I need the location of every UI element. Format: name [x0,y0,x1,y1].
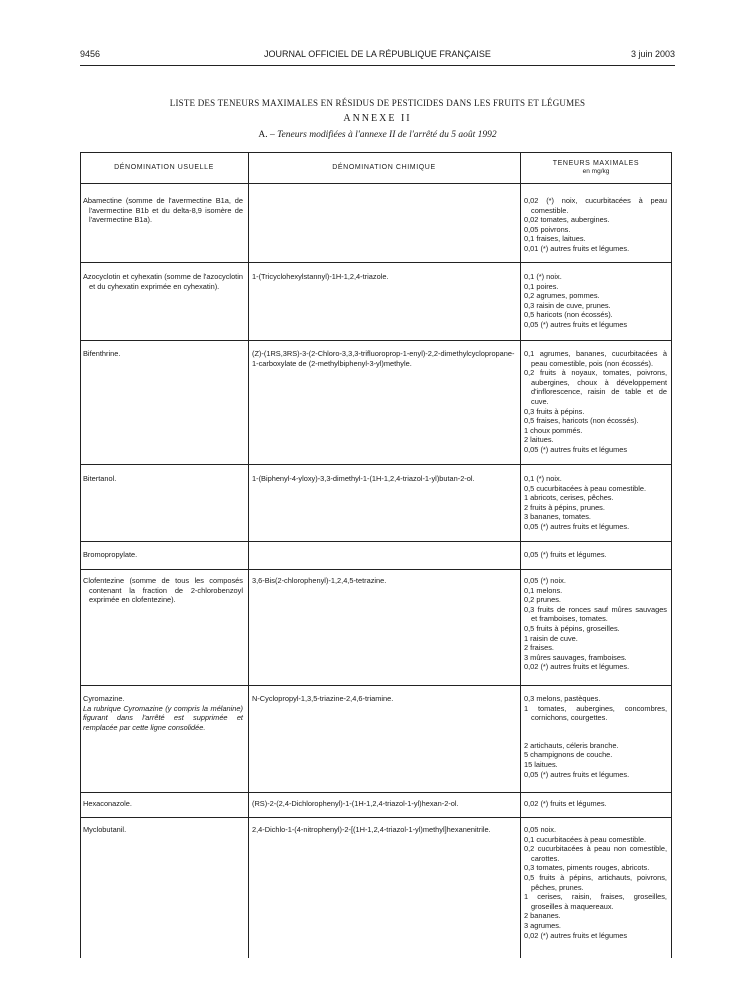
limit-item: 0,05 (*) autres fruits et légumes. [524,769,630,779]
table-row-chemical: N-Cyclopropyl-1,3,5-triazine-2,4,6-triamine. [252,694,394,703]
issue-date: 3 juin 2003 [630,49,675,59]
substance-name: Bifenthrine. [83,349,121,358]
table-row-name [83,349,243,359]
section-title: Teneurs modifiées à l'annexe II de l'arrêté du 5 août 1992 [277,130,497,140]
limit-item: 5 champignons de couche. [524,750,613,760]
limit-item: 0,2 cucurbitacées à peau non comestible, carottes. [524,844,667,863]
limit-gap [524,723,667,732]
table-row-limits [524,576,667,672]
limit-item: 2 bananes. [524,911,561,921]
substance-name: Bromopropylate. [83,550,138,559]
table-row-name [83,474,243,484]
limit-item: 0,02 (*) noix, cucurbitacées à peau comestible. [524,196,667,215]
substance-name: Azocyclotin et cyhexatin (somme de l'azocyclotin et du cyhexatin exprimée en cyhexatin). [83,272,243,291]
limit-item: 2 fruits à pépins, prunes. [524,502,605,512]
table-row-name [83,825,243,835]
document-title: LISTE DES TENEURS MAXIMALES EN RÉSIDUS DE PESTICIDES DANS LES FRUITS ET LÉGUMES [169,98,586,108]
table-row-limits [524,550,667,560]
column-divider [248,152,249,958]
table-row-name [83,196,243,225]
table-row-chemical: 1-(Biphenyl-4-yloxy)-3,3-dimethyl-1-(1H-1,2,4-triazol-1-yl)butan-2-ol. [252,474,475,483]
limit-item: 1 cerises, raisin, fraises, groseilles, groseilles à maquereaux. [524,892,667,911]
row-rule [80,792,672,793]
limit-item: 3 bananes, tomates. [524,512,591,522]
table-row-chemical: 3,6-Bis(2-chlorophenyl)-1,2,4,5-tetrazine. [252,576,387,585]
row-rule [80,817,672,818]
limit-item: 3 mûres sauvages, framboises. [524,652,627,662]
header-rule [80,65,675,66]
table-row-chemical: (RS)-2-(2,4-Dichlorophenyl)-1-(1H-1,2,4-triazol-1-yl)hexan-2-ol. [252,799,459,808]
limit-item: 0,5 fraises, haricots (non écossés). [524,416,639,426]
header-chemical: DÉNOMINATION CHIMIQUE [332,163,436,171]
page-number: 9456 [80,49,101,59]
header-limits-unit: en mg/kg [582,167,610,175]
table-row-chemical: 1-(Tricyclohexylstannyl)-1H-1,2,4-triazole. [252,272,389,281]
table-row-limits [524,474,667,532]
limit-item: 1 abricots, cerises, pêches. [524,493,614,503]
limit-item: 0,3 fruits à pépins. [524,406,585,416]
row-rule [80,541,672,542]
limit-item: 1 tomates, aubergines, concombres, cornichons, courgettes. [524,703,667,723]
table-row-name [83,576,243,605]
table-row-limits [524,825,667,940]
limit-item: 0,05 (*) autres fruits et légumes [524,444,628,454]
substance-name: Cyromazine. [83,694,125,703]
limit-item: 0,3 fruits de ronces sauf mûres sauvages et framboises, tomates. [524,604,667,624]
table-row-name [83,694,243,732]
limit-item: 0,3 tomates, piments rouges, abricots. [524,863,650,873]
header-limits [520,152,672,183]
running-header [80,49,675,63]
header-rule-bottom [80,183,672,184]
limit-item: 0,5 cucurbitacées à peau comestible. [524,483,647,493]
row-rule [80,464,672,465]
limit-item: 0,5 fruits à pépins, artichauts, poivrons, pêches, prunes. [524,872,667,892]
limit-item: 0,05 (*) autres fruits et légumes [524,319,628,329]
table-row-limits [524,694,667,779]
limit-item: 0,1 (*) noix. [524,474,562,483]
limit-item: 0,05 noix. [524,825,557,834]
substance-name: Myclobutanil. [83,825,127,834]
limit-item: 0,02 tomates, aubergines. [524,215,610,225]
limit-item: 0,1 melons. [524,585,563,595]
substance-name: Hexaconazole. [83,799,132,808]
table-row-chemical: (Z)-(1RS,3RS)-3-(2-Chloro-3,3,3-trifluoroprop-1-enyl)-2,2-dimethylcyclopropane-1-carboxylate de (2-methylbiphenyl-3-yl)methyle. [252,349,515,368]
limit-item: 0,1 agrumes, bananes, cucurbitacées à peau comestible, pois (non écossés). [524,349,667,368]
table-row-limits [524,799,667,809]
limit-item: 0,01 (*) autres fruits et légumes. [524,243,630,253]
limit-item: 2 artichauts, céleris branche. [524,740,619,750]
table-row-limits [524,349,667,455]
header-limits-label: TENEURS MAXIMALES [552,159,640,167]
substance-name: Abamectine (somme de l'avermectine B1a, de l'avermectine B1b et du delta-8,9 isomère de l'avermectine B1a). [83,196,243,225]
limit-item: 0,2 agrumes, pommes. [524,291,600,301]
section-heading [80,130,675,140]
limit-item: 0,1 poires. [524,281,559,291]
limit-item: 0,3 raisin de cuve, prunes. [524,300,611,310]
limit-item: 0,5 haricots (non écossés). [524,310,613,320]
header-name: DÉNOMINATION USUELLE [114,163,214,171]
limit-item: 0,1 cucurbitacées à peau comestible. [524,834,647,844]
limit-item: 0,1 fraises, laitues. [524,234,586,244]
limit-item: 2 laitues. [524,435,554,445]
table-row-name [83,550,243,560]
limit-item: 1 choux pommés. [524,425,583,435]
substance-name: Bitertanol. [83,474,117,483]
column-divider [520,152,521,958]
limit-gap [524,732,667,741]
substance-name: Clofentezine (somme de tous les composés contenant la fraction de 2-chlorobenzoyl exprimée en clofentezine). [83,576,243,605]
limit-item: 0,05 (*) noix. [524,576,566,585]
limit-item: 0,3 melons, pastèques. [524,694,601,703]
limit-item: 2 fraises. [524,643,554,653]
table-row-name [83,272,243,291]
limit-item: 0,05 poivrons. [524,224,571,234]
limit-item: 0,02 (*) autres fruits et légumes [524,930,628,940]
limit-item: 0,2 fruits à noyaux, tomates, poivrons, aubergines, choux à développement d'inflorescence, raisin de table et de cuve. [524,368,667,406]
limit-item: 0,1 (*) noix. [524,272,562,281]
limit-item: 0,5 fruits à pépins, groseilles. [524,623,620,633]
limit-item: 0,02 (*) autres fruits et légumes. [524,662,630,672]
table-row-name [83,799,243,809]
limit-item: 3 agrumes. [524,920,561,930]
row-rule [80,685,672,686]
limit-item: 0,05 (*) fruits et légumes. [524,550,607,559]
table-row-limits [524,272,667,330]
row-rule [80,569,672,570]
limit-item: 0,2 prunes. [524,595,561,605]
row-rule [80,262,672,263]
limit-item: 15 laitues. [524,759,558,769]
substance-note: La rubrique Cyromazine (y compris la mélanine) figurant dans l'arrêté est supprimée et remplacée par cette ligne consolidée. [83,703,243,732]
annex-heading: ANNEXE II [343,113,412,124]
table-row-chemical: 2,4-Dichlo-1-(4-nitrophenyl)-2-[(1H-1,2,4-triazol-1-yl)methyl]hexanenitrile. [252,825,491,834]
journal-title: JOURNAL OFFICIEL DE LA RÉPUBLIQUE FRANÇAISE [264,49,491,59]
section-prefix: A. – [258,130,275,140]
limit-item: 1 raisin de cuve. [524,633,578,643]
limit-item: 0,05 (*) autres fruits et légumes. [524,521,630,531]
limit-item: 0,02 (*) fruits et légumes. [524,799,607,808]
residue-table [80,152,672,958]
row-rule [80,340,672,341]
table-row-limits [524,196,667,254]
